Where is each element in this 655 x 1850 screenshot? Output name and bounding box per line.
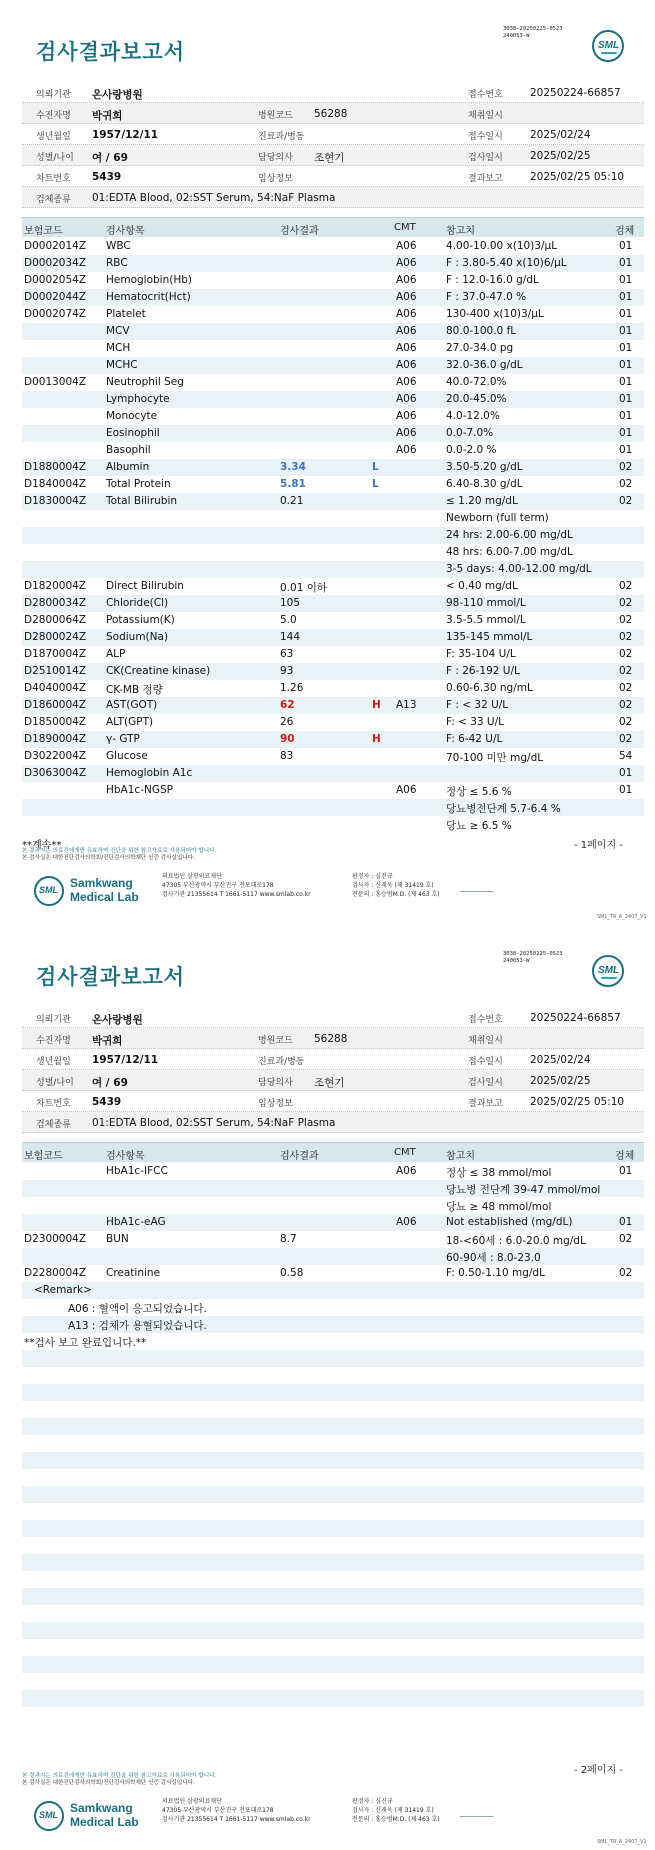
table-row [22, 697, 644, 714]
specimen-value: 01:EDTA Blood, 02:SST Serum, 54:NaF Plasma [92, 192, 336, 204]
report-notice: 본 결과지는 의료진에게만 유효하며 진단을 위한 참고자료로 사용되어야 합니다. 본 검사실은 대한진단검사의학회/진단검사의학재단 인증 검사실입니다. [22, 848, 217, 861]
test-result: 26 [280, 716, 294, 728]
specimen-code: 02 [619, 495, 633, 507]
reference-range: 70-100 미만 mg/dL [446, 752, 544, 764]
empty-row [22, 1520, 644, 1537]
table-row [22, 1180, 644, 1197]
sex-age-value: 여 / 69 [92, 152, 128, 164]
comment-code: A06 [396, 240, 417, 252]
insurance-code: D3022004Z [24, 750, 87, 762]
table-row [22, 425, 644, 442]
report-title: 검사결과보고서 [36, 40, 186, 64]
specimen-code: 02 [619, 1233, 633, 1245]
test-result: 1.26 [280, 682, 304, 694]
test-result: 105 [280, 597, 301, 609]
reference-range: F : 3.80-5.40 x(10)6/μL [446, 257, 567, 269]
specimen-code: 01 [619, 325, 633, 337]
sml-footer-logo-icon: SML [34, 1801, 64, 1831]
table-row [22, 391, 644, 408]
insurance-code: D3063004Z [24, 767, 87, 779]
table-row [22, 1231, 644, 1248]
test-item: Sodium(Na) [106, 631, 169, 643]
results-table-page-1 [22, 238, 644, 833]
receipt-date-value: 2025/02/24 [530, 129, 591, 141]
table-row [22, 510, 644, 527]
specimen-code: 02 [619, 580, 633, 592]
reference-range: F: 6-42 U/L [446, 733, 503, 745]
specimen-code: 01 [619, 359, 633, 371]
comment-code: A06 [396, 410, 417, 422]
test-item: BUN [106, 1233, 129, 1245]
table-row [22, 748, 644, 765]
comment-code: A13 [396, 699, 417, 711]
empty-row [22, 1418, 644, 1435]
table-row [22, 238, 644, 255]
signatories: 판정자 : 심진규 검사자 : 신재욱 (제 31419 호) 전문의 : 홍승범M.D. (제 463 호) [352, 873, 440, 898]
test-item: Creatinine [106, 1267, 161, 1279]
test-result: 0.21 [280, 495, 304, 507]
specimen-code: 01 [619, 291, 633, 303]
table-row [22, 1214, 644, 1231]
reference-range: 당뇨병 전단계 39-47 mmol/mol [446, 1184, 601, 1196]
result-flag: L [372, 478, 379, 490]
report-title: 검사결과보고서 [36, 965, 186, 989]
reference-range: F: 0.50-1.10 mg/dL [446, 1267, 545, 1279]
comment-code: A06 [396, 257, 417, 269]
table-row [22, 578, 644, 595]
page-number: - 1페이지 - [574, 840, 623, 851]
empty-row [22, 1452, 644, 1469]
table-row [22, 680, 644, 697]
empty-row [22, 1656, 644, 1673]
comment-code: A06 [396, 444, 417, 456]
reference-range: 48 hrs: 6.00-7.00 mg/dL [446, 546, 573, 558]
empty-row [22, 1503, 644, 1520]
insurance-code: D1850004Z [24, 716, 87, 728]
reference-range: F : 26-192 U/L [446, 665, 520, 677]
table-row [22, 799, 644, 816]
empty-row [22, 1537, 644, 1554]
reference-range: 3.50-5.20 g/dL [446, 461, 523, 473]
specimen-code: 01 [619, 1165, 633, 1177]
table-row [22, 1265, 644, 1282]
insurance-code: D4040004Z [24, 682, 87, 694]
reference-range: F: < 33 U/L [446, 716, 505, 728]
test-result: 5.0 [280, 614, 297, 626]
empty-row [22, 1486, 644, 1503]
report-footer [22, 1791, 647, 1849]
lab-name: Samkwang Medical Lab [70, 1801, 139, 1829]
table-row [22, 408, 644, 425]
empty-row [22, 1622, 644, 1639]
page-number: - 2페이지 - [574, 1765, 623, 1776]
reference-range: Not established (mg/dL) [446, 1216, 573, 1228]
specimen-code: 01 [619, 342, 633, 354]
barcode-id: 3038-20250225-0523 240053-W [503, 951, 563, 964]
insurance-code: D2800024Z [24, 631, 87, 643]
test-item: MCH [106, 342, 131, 354]
test-item: Potassium(K) [106, 614, 175, 626]
reference-range: 당뇨병전단계 5.7-6.4 % [446, 803, 561, 815]
signature-mark [459, 878, 498, 892]
comment-code: A06 [396, 393, 417, 405]
specimen-code: 01 [619, 410, 633, 422]
reference-range: 당뇨 ≥ 48 mmol/mol [446, 1201, 552, 1213]
patient-info: 의뢰기관 온사랑병원 접수번호 20250224-66857 수진자명 박귀희 병원코드 56288 채취일시 생년월일 1957/12/11 진료과/병동 접수일시 2025/02/24 성별/나이 여 / 69 담당의사 조현기 검사일시 2025/02/25 차트번호 5439 임상정보 결과보고 2025/02/25 05:10 검체종류 01:EDTA Blood, 02:SST Serum, 54:NaF Plasma [22, 82, 644, 208]
reference-range: 정상 ≤ 38 mmol/mol [446, 1167, 552, 1179]
reference-range: 3-5 days: 4.00-12.00 mg/dL [446, 563, 592, 575]
comment-code: A06 [396, 291, 417, 303]
comment-code: A06 [396, 376, 417, 388]
empty-row [22, 1401, 644, 1418]
table-row [22, 561, 644, 578]
specimen-code: 02 [619, 716, 633, 728]
specimen-code: 01 [619, 767, 633, 779]
test-item: Albumin [106, 461, 150, 473]
reference-range: 24 hrs: 2.00-6.00 mg/dL [446, 529, 573, 541]
empty-row [22, 1639, 644, 1656]
test-item: Eosinophil [106, 427, 160, 439]
table-row [22, 255, 644, 272]
table-row [22, 442, 644, 459]
insurance-code: D2280004Z [24, 1267, 87, 1279]
insurance-code: D0002044Z [24, 291, 87, 303]
comment-code: A06 [396, 308, 417, 320]
specimen-code: 02 [619, 631, 633, 643]
table-row [22, 493, 644, 510]
table-row [22, 765, 644, 782]
test-item: Hematocrit(Hct) [106, 291, 191, 303]
test-item: HbA1c-IFCC [106, 1165, 168, 1177]
specimen-code: 01 [619, 274, 633, 286]
insurance-code: D1830004Z [24, 495, 87, 507]
empty-row [22, 1435, 644, 1452]
test-item: WBC [106, 240, 131, 252]
empty-row [22, 1367, 644, 1384]
table-row [22, 459, 644, 476]
test-item: ALT(GPT) [106, 716, 154, 728]
sml-footer-logo-icon: SML [34, 876, 64, 906]
test-item: Direct Bilirubin [106, 580, 184, 592]
reference-range: 0.0-7.0% [446, 427, 494, 439]
empty-row [22, 1571, 644, 1588]
reference-range: 18-<60세 : 6.0-20.0 mg/dL [446, 1235, 586, 1247]
table-row [22, 816, 644, 833]
test-item: AST(GOT) [106, 699, 158, 711]
report-footer [22, 866, 647, 924]
reference-range: 80.0-100.0 fL [446, 325, 517, 337]
table-row [22, 629, 644, 646]
reference-range: 당뇨 ≥ 6.5 % [446, 820, 512, 832]
specimen-code: 02 [619, 665, 633, 677]
comment-code: A06 [396, 359, 417, 371]
specimen-code: 01 [619, 376, 633, 388]
test-item: Basophil [106, 444, 151, 456]
hospital-code-value: 56288 [314, 108, 348, 120]
specimen-code: 01 [619, 444, 633, 456]
test-item: γ- GTP [106, 733, 140, 745]
empty-row [22, 1673, 644, 1690]
signature-mark [459, 1803, 498, 1817]
reference-range: 27.0-34.0 pg [446, 342, 514, 354]
continued-label: **계속** [22, 840, 62, 851]
test-result: 3.34 [280, 461, 306, 473]
reference-range: 40.0-72.0% [446, 376, 507, 388]
test-item: Glucose [106, 750, 148, 762]
specimen-code: 02 [619, 597, 633, 609]
table-row [22, 544, 644, 561]
specimen-code: 02 [619, 699, 633, 711]
insurance-code: D2510014Z [24, 665, 87, 677]
chart-no-value: 5439 [92, 171, 122, 183]
empty-row [22, 1469, 644, 1486]
test-result: 5.81 [280, 478, 306, 490]
specimen-code: 02 [619, 1267, 633, 1279]
comment-code: A06 [396, 325, 417, 337]
test-item: MCHC [106, 359, 138, 371]
comment-code: A06 [396, 784, 417, 796]
results-table-header: 보험코드 검사항목 검사결과 CMT 참고치 검체 [22, 1142, 644, 1162]
table-row [22, 1248, 644, 1265]
test-item: Chloride(Cl) [106, 597, 169, 609]
specimen-code: 01 [619, 257, 633, 269]
result-flag: H [372, 733, 381, 745]
reference-range: F : < 32 U/L [446, 699, 509, 711]
reference-range: < 0.40 mg/dL [446, 580, 518, 592]
table-row [22, 306, 644, 323]
table-row [22, 646, 644, 663]
report-complete: **검사 보고 완료입니다.** [22, 1333, 644, 1350]
empty-row [22, 1554, 644, 1571]
test-item: CK-MB 정량 [106, 684, 163, 696]
table-row [22, 612, 644, 629]
remark-a13: A13 : 검체가 용혈되었습니다. [22, 1316, 644, 1333]
specimen-code: 01 [619, 393, 633, 405]
comment-code: A06 [396, 1165, 417, 1177]
comment-code: A06 [396, 427, 417, 439]
specimen-code: 02 [619, 648, 633, 660]
test-item: Monocyte [106, 410, 158, 422]
test-result: 63 [280, 648, 294, 660]
results-table-header: 보험코드 검사항목 검사결과 CMT 참고치 검체 [22, 217, 644, 237]
institution-value: 온사랑병원 [92, 89, 143, 101]
table-row [22, 1197, 644, 1214]
reference-range: 60-90세 : 8.0-23.0 [446, 1252, 541, 1264]
lab-address: 의료법인 삼광의료재단 47305 부산광역시 부산진구 전포대로178 검사기관 21355614 T 1661-5117 www.smlab.co.kr [162, 1798, 311, 1823]
reference-range: 0.0-2.0 % [446, 444, 497, 456]
table-row [22, 476, 644, 493]
specimen-code: 01 [619, 1216, 633, 1228]
reference-range: F : 12.0-16.0 g/dL [446, 274, 539, 286]
insurance-code: D1890004Z [24, 733, 87, 745]
form-code: SML_TR_A_2407_V1 [597, 914, 647, 920]
sml-logo-icon: SML [592, 955, 624, 987]
reference-range: F : 37.0-47.0 % [446, 291, 527, 303]
barcode-id: 3038-20250225-0523 240053-W [503, 26, 563, 39]
result-flag: L [372, 461, 379, 473]
test-item: ALP [106, 648, 126, 660]
test-item: Total Protein [106, 478, 171, 490]
test-item: HbA1c-NGSP [106, 784, 173, 796]
test-item: Lymphocyte [106, 393, 170, 405]
table-row [22, 289, 644, 306]
test-result: 0.01 이하 [280, 582, 328, 594]
test-result: 83 [280, 750, 294, 762]
reference-range: 135-145 mmol/L [446, 631, 533, 643]
specimen-code: 01 [619, 784, 633, 796]
reference-range: 정상 ≤ 5.6 % [446, 786, 512, 798]
test-item: Hemoglobin(Hb) [106, 274, 193, 286]
insurance-code: D2800064Z [24, 614, 87, 626]
insurance-code: D1840004Z [24, 478, 87, 490]
table-row [22, 663, 644, 680]
form-code: SML_TR_A_2407_V1 [597, 1839, 647, 1845]
test-item: Total Bilirubin [106, 495, 178, 507]
table-row [22, 357, 644, 374]
specimen-code: 01 [619, 427, 633, 439]
sml-logo-icon: SML [592, 30, 624, 62]
insurance-code: D0002014Z [24, 240, 87, 252]
comment-code: A06 [396, 342, 417, 354]
insurance-code: D2300004Z [24, 1233, 87, 1245]
test-result: 90 [280, 733, 295, 745]
table-row [22, 731, 644, 748]
comment-code: A06 [396, 1216, 417, 1228]
specimen-code: 02 [619, 478, 633, 490]
test-result: 8.7 [280, 1233, 297, 1245]
patient-info: 의뢰기관 온사랑병원 접수번호 20250224-66857 수진자명 박귀희 병원코드 56288 채취일시 생년월일 1957/12/11 진료과/병동 접수일시 2025/02/24 성별/나이 여 / 69 담당의사 조현기 검사일시 2025/02/25 차트번호 5439 임상정보 결과보고 2025/02/25 05:10 검체종류 01:EDTA Blood, 02:SST Serum, 54:NaF Plasma [22, 1007, 644, 1133]
test-result: 144 [280, 631, 301, 643]
table-row [22, 714, 644, 731]
insurance-code: D1820004Z [24, 580, 87, 592]
birth-value: 1957/12/11 [92, 129, 159, 141]
test-result: 0.58 [280, 1267, 304, 1279]
specimen-code: 01 [619, 240, 633, 252]
reference-range: 3.5-5.5 mmol/L [446, 614, 526, 626]
reference-range: 98-110 mmol/L [446, 597, 526, 609]
report-page-2 [0, 925, 655, 1850]
empty-row [22, 1588, 644, 1605]
lab-address: 의료법인 삼광의료재단 47305 부산광역시 부산진구 전포대로178 검사기관 21355614 T 1661-5117 www.smlab.co.kr [162, 873, 311, 898]
test-item: CK(Creatine kinase) [106, 665, 211, 677]
reference-range: F: 35-104 U/L [446, 648, 516, 660]
empty-row [22, 1690, 644, 1707]
table-row [22, 1163, 644, 1180]
result-flag: H [372, 699, 381, 711]
reference-range: 130-400 x(10)3/μL [446, 308, 544, 320]
insurance-code: D1860004Z [24, 699, 87, 711]
report-notice: 본 결과지는 의료진에게만 유효하며 진단을 위한 참고자료로 사용되어야 합니다. 본 검사실은 대한진단검사의학회/진단검사의학재단 인증 검사실입니다. [22, 1773, 217, 1786]
table-row [22, 340, 644, 357]
remark-header: <Remark> [22, 1282, 644, 1299]
test-date-value: 2025/02/25 [530, 150, 591, 162]
results-table-page-2 [22, 1163, 644, 1707]
receipt-no-value: 20250224-66857 [530, 87, 621, 99]
insurance-code: D2800034Z [24, 597, 87, 609]
reference-range: ≤ 1.20 mg/dL [446, 495, 518, 507]
comment-code: A06 [396, 274, 417, 286]
insurance-code: D0013004Z [24, 376, 87, 388]
test-item: Platelet [106, 308, 146, 320]
specimen-code: 54 [619, 750, 633, 762]
test-item: Hemoglobin A1c [106, 767, 193, 779]
reference-range: 6.40-8.30 g/dL [446, 478, 523, 490]
specimen-code: 02 [619, 614, 633, 626]
test-item: RBC [106, 257, 128, 269]
empty-row [22, 1605, 644, 1622]
reference-range: 4.00-10.00 x(10)3/μL [446, 240, 558, 252]
insurance-code: D0002034Z [24, 257, 87, 269]
specimen-code: 02 [619, 733, 633, 745]
empty-row [22, 1384, 644, 1401]
table-row [22, 527, 644, 544]
reference-range: 20.0-45.0% [446, 393, 507, 405]
reference-range: 32.0-36.0 g/dL [446, 359, 523, 371]
doctor-value: 조현기 [314, 152, 345, 164]
signatories: 판정자 : 심진규 검사자 : 신재욱 (제 31419 호) 전문의 : 홍승범M.D. (제 463 호) [352, 1798, 440, 1823]
reference-range: 4.0-12.0% [446, 410, 500, 422]
table-row [22, 323, 644, 340]
insurance-code: D0002074Z [24, 308, 87, 320]
reference-range: 0.60-6.30 ng/mL [446, 682, 533, 694]
remark-a06: A06 : 혈액이 응고되었습니다. [22, 1299, 644, 1316]
table-row [22, 272, 644, 289]
test-result: 62 [280, 699, 295, 711]
table-row [22, 374, 644, 391]
empty-row [22, 1350, 644, 1367]
test-item: Neutrophil Seg [106, 376, 184, 388]
test-item: HbA1c-eAG [106, 1216, 166, 1228]
insurance-code: D1870004Z [24, 648, 87, 660]
specimen-code: 02 [619, 682, 633, 694]
lab-name: Samkwang Medical Lab [70, 876, 139, 904]
table-row [22, 595, 644, 612]
patient-name: 박귀희 [92, 110, 123, 122]
specimen-code: 02 [619, 461, 633, 473]
insurance-code: D1880004Z [24, 461, 87, 473]
reference-range: Newborn (full term) [446, 512, 549, 524]
test-result: 93 [280, 665, 294, 677]
test-item: MCV [106, 325, 130, 337]
specimen-code: 01 [619, 308, 633, 320]
table-row [22, 782, 644, 799]
insurance-code: D0002054Z [24, 274, 87, 286]
report-date-value: 2025/02/25 05:10 [530, 171, 625, 183]
